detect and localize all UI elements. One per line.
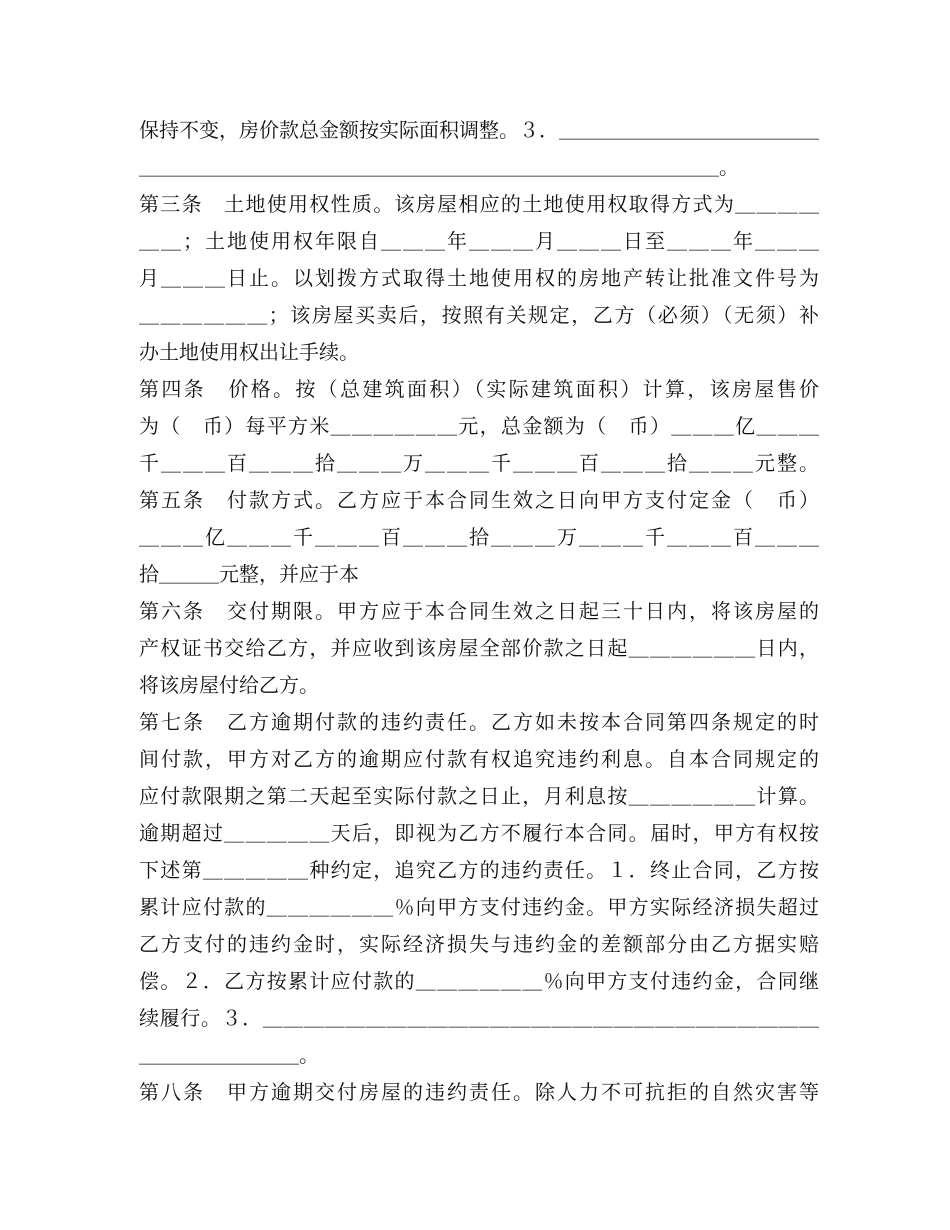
contract-line: 应付款限期之第二天起至实际付款之日止，月利息按＿＿＿＿＿＿计算。 bbox=[139, 784, 819, 808]
contract-line: 偿。２．乙方按累计应付款的＿＿＿＿＿＿％向甲方支付违约金，合同继 bbox=[139, 969, 819, 993]
contract-line: 办土地使用权出让手续。 bbox=[139, 340, 359, 364]
contract-line: 逾期超过＿＿＿＿＿天后，即视为乙方不履行本合同。届时，甲方有权按 bbox=[139, 821, 819, 845]
contract-body bbox=[139, 112, 819, 1111]
contract-line: 拾＿＿＿元整，并应于本 bbox=[139, 562, 359, 586]
contract-line: ＿＿＿＿＿＿；该房屋买卖后，按照有关规定，乙方（必须）（无须）补 bbox=[139, 303, 819, 327]
contract-line: 产权证书交给乙方，并应收到该房屋全部价款之日起＿＿＿＿＿＿日内， bbox=[139, 636, 819, 660]
contract-line: 为（ 币）每平方米＿＿＿＿＿＿元，总金额为（ 币）＿＿＿亿＿＿＿ bbox=[139, 414, 819, 438]
contract-line: 第八条 甲方逾期交付房屋的违约责任。除人力不可抗拒的自然灾害等 bbox=[139, 1080, 819, 1104]
contract-line: ＿＿；土地使用权年限自＿＿＿年＿＿＿月＿＿＿日至＿＿＿年＿＿＿ bbox=[139, 229, 819, 253]
contract-line: ＿＿＿＿＿＿＿＿。 bbox=[139, 1043, 319, 1067]
contract-line: 第六条 交付期限。甲方应于本合同生效之日起三十日内，将该房屋的 bbox=[139, 599, 819, 623]
contract-line: 下述第＿＿＿＿＿种约定，追究乙方的违约责任。１．终止合同，乙方按 bbox=[139, 858, 819, 882]
contract-line: 第五条 付款方式。乙方应于本合同生效之日向甲方支付定金（ 币） bbox=[139, 488, 819, 512]
contract-line: ＿＿＿亿＿＿＿千＿＿＿百＿＿＿拾＿＿＿万＿＿＿千＿＿＿百＿＿＿ bbox=[139, 525, 819, 549]
contract-line: 千＿＿＿百＿＿＿拾＿＿＿万＿＿＿千＿＿＿百＿＿＿拾＿＿＿元整。 bbox=[139, 451, 819, 475]
contract-line: 第七条 乙方逾期付款的违约责任。乙方如未按本合同第四条规定的时 bbox=[139, 710, 819, 734]
contract-line: 保持不变，房价款总金额按实际面积调整。３．＿＿＿＿＿＿＿＿＿＿＿＿＿ bbox=[139, 118, 819, 142]
contract-line: ＿＿＿＿＿＿＿＿＿＿＿＿＿＿＿＿＿＿＿＿＿＿＿＿＿＿＿＿＿。 bbox=[139, 155, 739, 179]
contract-line: 第四条 价格。按（总建筑面积）（实际建筑面积）计算，该房屋售价 bbox=[139, 377, 819, 401]
contract-line: 续履行。３．＿＿＿＿＿＿＿＿＿＿＿＿＿＿＿＿＿＿＿＿＿＿＿＿＿＿＿ bbox=[139, 1006, 819, 1030]
contract-line: 月＿＿＿日止。以划拨方式取得土地使用权的房地产转让批准文件号为 bbox=[139, 266, 819, 290]
contract-line: 间付款，甲方对乙方的逾期应付款有权追究违约利息。自本合同规定的 bbox=[139, 747, 819, 771]
contract-line: 乙方支付的违约金时，实际经济损失与违约金的差额部分由乙方据实赔 bbox=[139, 932, 819, 956]
contract-line: 累计应付款的＿＿＿＿＿＿％向甲方支付违约金。甲方实际经济损失超过 bbox=[139, 895, 819, 919]
contract-line: 将该房屋付给乙方。 bbox=[139, 673, 319, 697]
contract-line: 第三条 土地使用权性质。该房屋相应的土地使用权取得方式为＿＿＿＿ bbox=[139, 192, 819, 216]
